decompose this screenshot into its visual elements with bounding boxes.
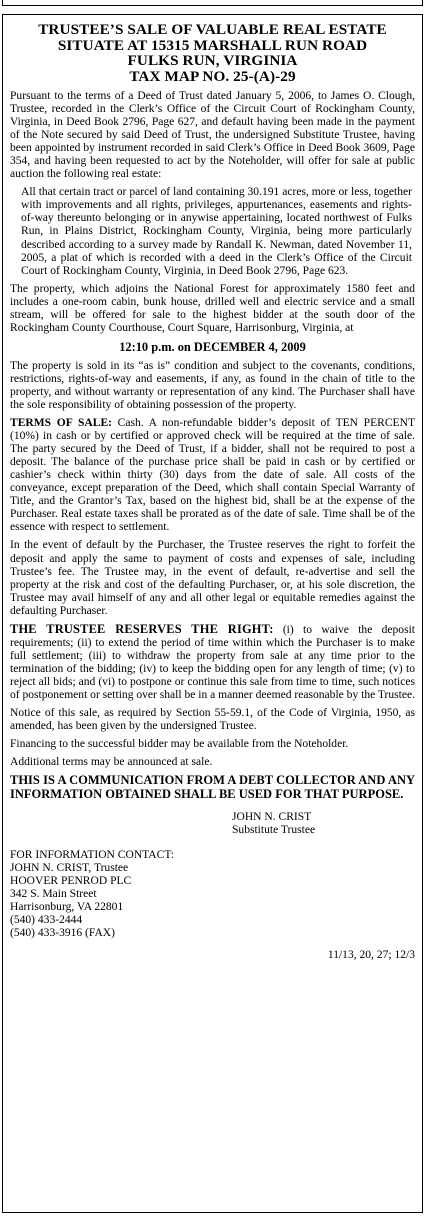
default-paragraph: In the event of default by the Purchaser, the Trustee reserves the right to forfeit the deposit and apply the same to payment of costs and expenses of sale, including Trustee’s fee. The Trustee may, in the event of default, re-advertise and sell the property at the risk and cost of the defaulting Purchaser, or, at his sole discretion, the Trustee may avail himself of any and all other legal or equitable remedies against the defaulting Purchaser. <box>10 539 415 617</box>
terms-paragraph <box>10 417 415 534</box>
terms-label: TERMS OF SALE: <box>10 417 112 430</box>
financing-paragraph: Financing to the successful bidder may be available from the Noteholder. <box>10 738 349 751</box>
legal-description: All that certain tract or parcel of land containing 30.191 acres, more or less, together with improvements and all rights, privileges, appurtenances, easements and rights-of-way thereunto belonging or in anywise appertaining, located northwest of Fulks Run, in Plains District, Rockingham County, Virginia, being more particularly described according to a survey made by Randall K. Newman, dated November 11, 2005, a plat of which is recorded with a deed in the Clerk’s Office of the Circuit Court of Rockingham County, Virginia, in Deed Book 2796, Page 623. <box>21 186 412 277</box>
contact-heading: FOR INFORMATION CONTACT: <box>10 848 175 861</box>
intro-paragraph: Pursuant to the terms of a Deed of Trust dated January 5, 2006, to James O. Clough, Trustee, recorded in the Clerk’s Office of the Circuit Court of Rockingham County, Virginia, in Deed Book 2796, Page 627, and default having been made in the payment of the Note secured by said Deed of Trust, the undersigned Substitute Trustee, having been appointed by instrument recorded in said Clerk’s Office in Deed Book 3609, Page 354, and having been requested to act by the Noteholder, will offer for sale at public auction the following real estate: <box>10 90 415 181</box>
title-line: TRUSTEE’S SALE OF VALUABLE REAL ESTATE <box>38 21 387 38</box>
title-line: SITUATE AT 15315 MARSHALL RUN ROAD <box>57 36 368 54</box>
contact-line: Harrisonburg, VA 22801 <box>10 900 124 913</box>
terms-text: Cash. A non-refundable bidder’s deposit of TEN PERCENT (10%) in cash or by certified or approved check will be required at the time of sale. The party secured by the Deed of Trust, if a bidder, shall not be required to post a deposit. The balance of the purchase price shall be paid in cash or by certified or cashier’s check within thirty (30) days from the date of sale. All costs of the conveyance, except preparation of the Deed, which shall contain Special Warranty of Title, and the Grantor’s Tax, based on the highest bid, shall be at the expense of the Purchaser. Real estate taxes shall be prorated as of the date of sale. Time shall be of the essence with respect to settlement. <box>10 417 415 534</box>
contact-line: (540) 433-2444 <box>10 913 83 926</box>
contact-line: HOOVER PENROD PLC <box>10 874 132 887</box>
reserves-text: (i) to waive the deposit requirements; (ii) to extend the period of time within which the Purchaser is to make full settlement; (iii) to withdraw the property from sale at any time prior to the termination of the bidding; (iv) to keep the bidding open for any length of time; (v) to reject all bids; and (vi) to postpone or continue this sale from time to time, such notices of postponement or setting over shall be in a manner deemed reasonable by the Trustee. <box>10 623 415 701</box>
run-dates: 11/13, 20, 27; 12/3 <box>327 948 415 961</box>
reserves-paragraph <box>10 623 415 702</box>
notice-paragraph: Notice of this sale, as required by Section 55-59.1, of the Code of Virginia, 1950, as amended, has been given by the undersigned Trustee. <box>10 707 415 733</box>
as-is-paragraph: The property is sold in its “as is” condition and subject to the covenants, conditions, restrictions, rights-of-way and easements, if any, as found in the chain of title to the property, and without warranty or representation of any kind. The Purchaser shall have the sole responsibility of obtaining possession of the property. <box>10 359 415 411</box>
reserves-label: THE TRUSTEE RESERVES THE RIGHT: <box>10 621 274 636</box>
contact-block <box>10 849 415 940</box>
title-line: FULKS RUN, VIRGINIA <box>127 52 298 69</box>
sale-time: 12:10 p.m. on DECEMBER 4, 2009 <box>119 339 306 354</box>
contact-line: JOHN N. CRIST, Trustee <box>10 861 129 874</box>
previous-notice-border <box>2 0 423 6</box>
legal-notice <box>2 14 423 1213</box>
title-line: TAX MAP NO. 25-(A)-29 <box>129 67 296 85</box>
additional-terms-paragraph: Additional terms may be announced at sale. <box>10 756 213 769</box>
contact-line: (540) 433-3916 (FAX) <box>10 926 115 939</box>
signature-block <box>232 811 415 837</box>
debt-collector-warning: THIS IS A COMMUNICATION FROM A DEBT COLLECTOR AND ANY INFORMATION OBTAINED SHALL BE USED FOR THAT PURPOSE. <box>10 773 415 801</box>
signature-role: Substitute Trustee <box>232 823 316 836</box>
contact-line: 342 S. Main Street <box>10 887 97 900</box>
signature-name: JOHN N. CRIST <box>232 810 312 823</box>
notice-title <box>10 22 415 84</box>
property-paragraph: The property, which adjoins the National Forest for approximately 1580 feet and includes a one-room cabin, bunk house, drilled well and electric service and a small stream, will be offered for sale to the highest bidder at the south door of the Rockingham County Courthouse, Court Square, Harrisonburg, Virginia, at <box>10 282 415 334</box>
